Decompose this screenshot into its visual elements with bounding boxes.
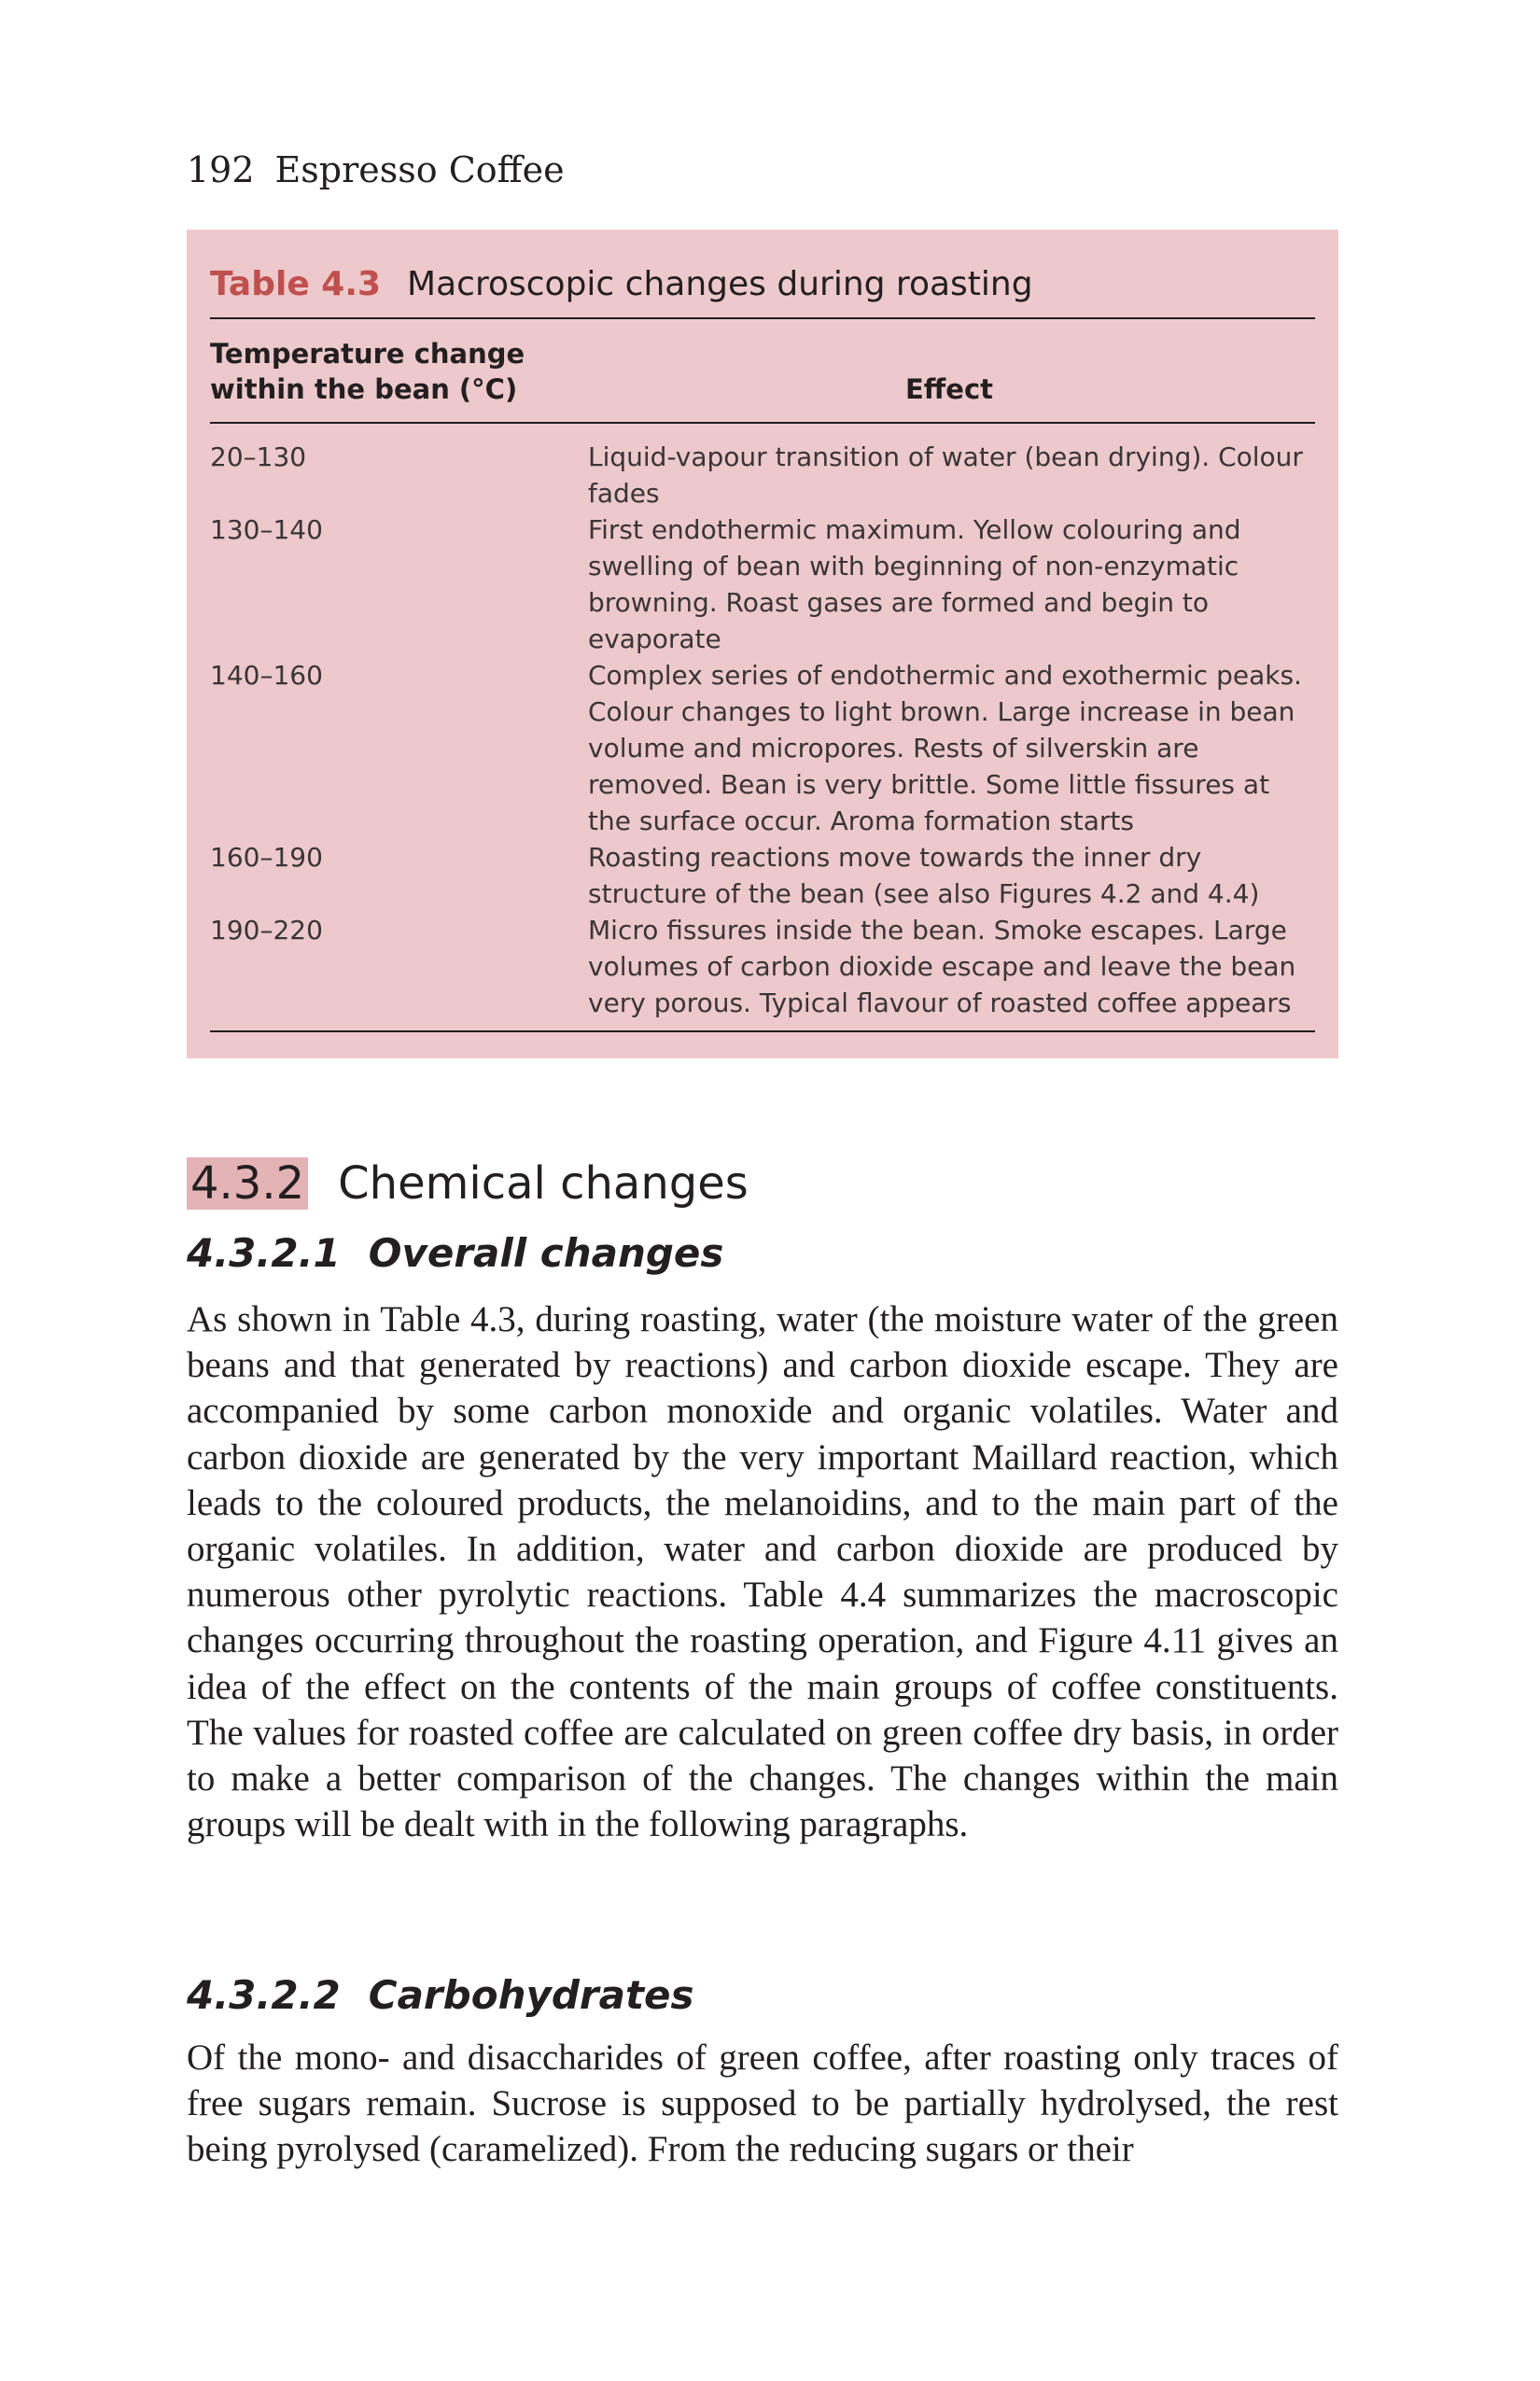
page-number: 192 bbox=[187, 149, 255, 190]
table-row bbox=[210, 839, 1315, 912]
subsection-heading-carbohydrates bbox=[187, 1972, 694, 2018]
table-caption bbox=[210, 265, 1315, 312]
section-title: Chemical changes bbox=[338, 1157, 749, 1210]
table-row bbox=[210, 912, 1315, 1021]
table-label: Table 4.3 bbox=[210, 265, 382, 303]
table-row bbox=[210, 511, 1315, 657]
table-bottom-rule bbox=[210, 1030, 1315, 1032]
effect-cell: Complex series of endothermic and exothermic peaks. Colour changes to light brown. Large increase in bean volume and micropores. Rests of silverskin are removed. Bean is very brittle. Some little fissures at the surface occur. Aroma formation starts bbox=[588, 660, 1302, 836]
subsection-title: Carbohydrates bbox=[368, 1972, 694, 2018]
section-heading bbox=[187, 1157, 749, 1210]
table-title: Macroscopic changes during roasting bbox=[407, 265, 1033, 303]
table-row bbox=[210, 439, 1315, 511]
temperature-cell: 20–130 bbox=[210, 441, 307, 472]
table-box bbox=[187, 230, 1338, 1058]
temperature-cell: 140–160 bbox=[210, 660, 323, 691]
effect-cell: First endothermic maximum. Yellow colouring and swelling of bean with beginning of non-enzymatic browning. Roast gases are formed and begin to evaporate bbox=[588, 514, 1241, 654]
column-header-effect: Effect bbox=[904, 373, 994, 405]
subsection-number: 4.3.2.1 bbox=[187, 1230, 341, 1276]
column-header-temperature: Temperature change within the bean (°C) bbox=[210, 338, 525, 405]
book-title: Espresso Coffee bbox=[274, 149, 565, 190]
subsection-title: Overall changes bbox=[368, 1230, 724, 1276]
subsection-number: 4.3.2.2 bbox=[187, 1972, 341, 2018]
paragraph-carbohydrates: Of the mono- and disaccharides of green coffee, after roasting only traces of free sugars remain. Sucrose is supposed to be partially hydrolysed, the rest being pyrolysed (caramelized). From the reducing sugars or their bbox=[187, 2038, 1338, 2170]
subsection-heading-overall-changes bbox=[187, 1230, 723, 1276]
table-row bbox=[210, 657, 1315, 839]
temperature-cell: 130–140 bbox=[210, 514, 323, 545]
paragraph-overall-changes: As shown in Table 4.3, during roasting, water (the moisture water of the green beans and that generated by reactions) and carbon dioxide escape. They are accompanied by some carbon monoxide and organic volatiles. Water and carbon dioxide are generated by the very important Maillard reaction, which leads to the coloured products, the melanoidins, and to the main part of the organic volatiles. In addition, water and carbon dioxide are produced by numerous other pyrolytic reactions. Table 4.4 summarizes the macroscopic changes occurring throughout the roasting operation, and Figure 4.11 gives an idea of the effect on the contents of the main groups of coffee constituents. The values for roasted coffee are calculated on green coffee dry basis, in order to make a better comparison of the changes. The changes within the main groups will be dealt with in the following paragraphs. bbox=[187, 1299, 1338, 1845]
effect-cell: Micro fissures inside the bean. Smoke escapes. Large volumes of carbon dioxide escape and leave the bean very porous. Typical flavour of roasted coffee appears bbox=[588, 915, 1296, 1018]
temperature-cell: 190–220 bbox=[210, 915, 323, 945]
effect-cell: Liquid-vapour transition of water (bean drying). Colour fades bbox=[588, 441, 1303, 509]
temperature-cell: 160–190 bbox=[210, 842, 323, 873]
running-head bbox=[187, 149, 565, 190]
table-body bbox=[210, 424, 1315, 1030]
section-number: 4.3.2 bbox=[187, 1157, 308, 1210]
effect-cell: Roasting reactions move towards the inner dry structure of the bean (see also Figures 4.2 and 4.4) bbox=[588, 842, 1260, 909]
table-header bbox=[210, 319, 1315, 422]
